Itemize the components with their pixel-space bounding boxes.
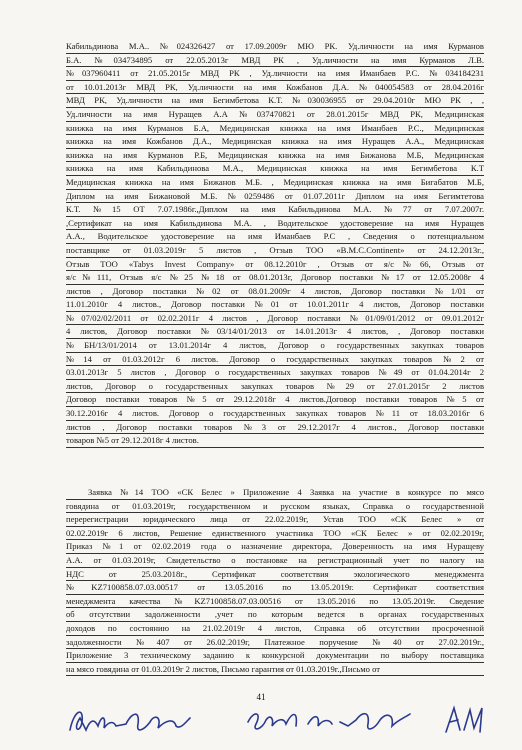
- text-line: 03.01.2013г 5 листов , Договор о государственных закупках товаров №49 от 01.04.2014г 2: [66, 366, 484, 380]
- text-line: Медицинская книжка на имя Бижанов М.Б. , Медицинская книжка на имя Бигабатов М.Б,: [66, 176, 484, 190]
- text-line: №KZ7100858.07.03.00517 от 13.05.2016 по 13.05.2019г. Сертификат соответствия: [66, 581, 484, 595]
- text-line: листов, Договор о государственных закупках товаров №29 от 27.01.2015г 2 листов: [66, 380, 484, 394]
- text-line: об отсутствии задолженности ,учет по которым ведется в органах государственных: [66, 608, 484, 622]
- text-line: Б.А. №034734895 от 22.05.2013г МВД РК , Уд.личности на имя Курманов Л.В.: [66, 54, 484, 68]
- text-line: менеджмента качества №KZ7100858.07.03.00516 от 13.05.2016 по 13.05.2019г. Сведение: [66, 595, 484, 609]
- text-line: на мясо говядина от 01.03.2019г 2 листов, Письмо гарантия от 01.03.2019г.,Письмо от: [66, 663, 484, 677]
- text-line: товаров №5 от 29.12.2018г 4 листов.: [66, 434, 484, 448]
- paragraph-application-14: [66, 486, 484, 676]
- text-line: А.А., Водительское удостоверение на имя Иманбаев Р.С , Сведения о потенциальном: [66, 230, 484, 244]
- text-line: книжка на имя Курманов Б.А, Медицинская книжка на имя Иманбаев Р.С., Медицинская: [66, 122, 484, 136]
- handwritten-signature-1: [66, 700, 196, 740]
- page-number: 41: [256, 692, 266, 702]
- text-line: Приказ №1 от 02.02.2019 года о назначение директора, Доверенность на имя Нуращеву: [66, 540, 484, 554]
- text-line: №037960411 от 21.05.2015г МВД РК , Уд.личности на имя Иманбаев Р.С. №034184231: [66, 67, 484, 81]
- text-line: Диплом на имя Бижановой М.Б. №0259486 от 01.07.2011г Диплом на имя Бегимтетова: [66, 190, 484, 204]
- text-line: доходов по состоянию на 21.02.2019г 4 листов, Справка об отсутствии просроченной: [66, 622, 484, 636]
- text-line: 11.01.2010г 4 листов., Договор поставки №01 от 10.01.2011г 4 листов, Договор поставки: [66, 298, 484, 312]
- text-line: Отзыв ТОО «Tabys Invest Company» от 08.12.2010г , Отзыв от я/с№66, Отзыв от: [66, 258, 484, 272]
- handwritten-signature-2: [244, 700, 414, 740]
- text-line: А.А. от 01.03.2019г, Свидетельство о постановке на регистрационный учет по налогу на: [66, 554, 484, 568]
- text-line: листов , Договор поставки №02 от 08.01.2009г 4 листов, Договор поставки №1/01 от: [66, 285, 484, 299]
- text-line: Приложение 3 техническому заданию к конкурсной документации по выбору поставщика: [66, 649, 484, 663]
- text-line: Уд.личности на имя Нуращев А.А №037470821 от 28.01.2015г МВД РК, Медицинская: [66, 108, 484, 122]
- text-line: К.Т. №15 ОТ 7.07.1986г.,Диплом на имя Кабильдинова М.А. №77 от 7.07.2007г.: [66, 203, 484, 217]
- text-line: книжка на имя Кожбанов Д.А., Медицинская книжка на имя Нуращев А.А., Медицинская: [66, 135, 484, 149]
- text-line: перерегистрации юридического лица от 22.02.2019г, Устав ТОО «СК Белес » от: [66, 513, 484, 527]
- text-line: №07/02/02/2011 от 02.02.2011г 4 листов , Договор поставки №01/09/01/2012 от 09.01.2012г: [66, 312, 484, 326]
- text-line: Кабильдинова М.А.. №024326427 от 17.09.2009г МЮ РК. Уд.личности на имя Курманов: [66, 40, 484, 54]
- text-line: листов , Договор поставки товаров №3 от 29.12.2017г 4 листов., Договор поставки: [66, 421, 484, 435]
- text-line: я/с№111, Отзыв я/с №25 №18 от 08.01.2013г, Договор поставки №17 от 12.05.2008г 4: [66, 271, 484, 285]
- text-line: книжка на имя Курманов Р.Б, Медицинская книжка на имя Бижанова М.Б, Медицинская: [66, 149, 484, 163]
- handwritten-signature-3: [440, 700, 490, 740]
- text-line: МВД РК, Уд.личности на имя Бегимбетова К.Т. №030036955 от 29.04.2010г МЮ РК , ,: [66, 94, 484, 108]
- text-line: задолженности №407 от 26.02.2019г, Платежное поручение №40 от 27.02.2019г.,: [66, 636, 484, 650]
- text-line: Договор поставки товаров №5 от 29.12.2018г 4 листов.Договор поставки товаров №5 от: [66, 393, 484, 407]
- text-line: НДС от 25.03.2018г., Сертификат соответствия экологического менеджмента: [66, 568, 484, 582]
- text-line: книжка на имя Кабильдинова М.А., Медицинская книжка на имя Бегимбетова К.Т: [66, 162, 484, 176]
- text-line: поставщике от 01.03.2019г 5 листов , Отзыв ТОО «B.M.C.Continent» от 24.12.2013г.,: [66, 244, 484, 258]
- text-line: 30.12.2016г 4 листов. Договор о государственных закупках товаров №11 от 18.03.2016г 6: [66, 407, 484, 421]
- text-line: Заявка №14 ТОО «СК Белес » Приложение 4 Заявка на участие в конкурсе по мясо: [66, 486, 484, 500]
- text-line: говядина от 01.03.2019г, государственном и русском языках, Справка о государственной: [66, 500, 484, 514]
- paragraph-document-list: [66, 40, 484, 448]
- text-line: 4 листов, Договор поставки №03/14/01/2013 от 14.01.2013г 4 листов, , Договор поставки: [66, 325, 484, 339]
- text-line: от 10.01.2013г МВД РК, Уд.личности на имя Кожбанов Д.А. №040054583 от 28.04.2016г: [66, 81, 484, 95]
- text-line: ,Сертификат на имя Кабильдинова М.А. , Водительское удостоверение на имя Нуращев: [66, 217, 484, 231]
- text-line: №БН/13/01/2014 от 13.01.2014г 4 листов, Договор о государственных закупках товаров: [66, 339, 484, 353]
- text-line: 02.02.2019г 6 листов, Решение единственного участника ТОО «СК Белес » от 02.02.2019г,: [66, 527, 484, 541]
- text-line: №14 от 01.03.2012г 6 листов. Договор о государственных закупках товаров №2 от: [66, 353, 484, 367]
